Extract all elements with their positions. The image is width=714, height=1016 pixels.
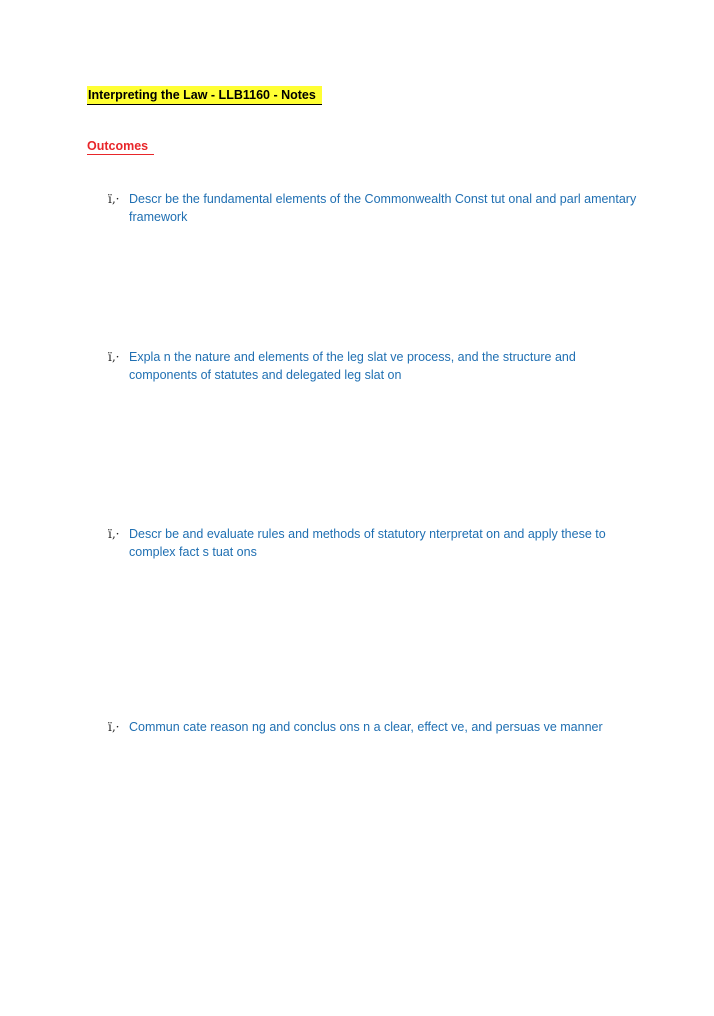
outcome-text-3: Descr be and evaluate rules and methods of statutory nterpretat on and apply these to complex fact s tuat ons xyxy=(129,527,606,559)
bullet-icon: ï‚· xyxy=(108,720,120,734)
document-title: Interpreting the Law - LLB1160 - Notes xyxy=(87,86,322,105)
bullet-icon: ï‚· xyxy=(108,527,120,541)
outcome-text-1: Descr be the fundamental elements of the Commonwealth Const tut onal and parl amentary framework xyxy=(129,192,637,224)
bullet-icon: ï‚· xyxy=(108,192,120,206)
outcome-text-4: Commun cate reason ng and conclus ons n a clear, effect ve, and persuas ve manner xyxy=(129,720,603,734)
bullet-icon: ï‚· xyxy=(108,350,120,364)
outcome-text-2: Expla n the nature and elements of the leg slat ve process, and the structure and components of statutes and delegated leg slat on xyxy=(129,350,576,382)
outcomes-heading: Outcomes xyxy=(87,138,154,155)
